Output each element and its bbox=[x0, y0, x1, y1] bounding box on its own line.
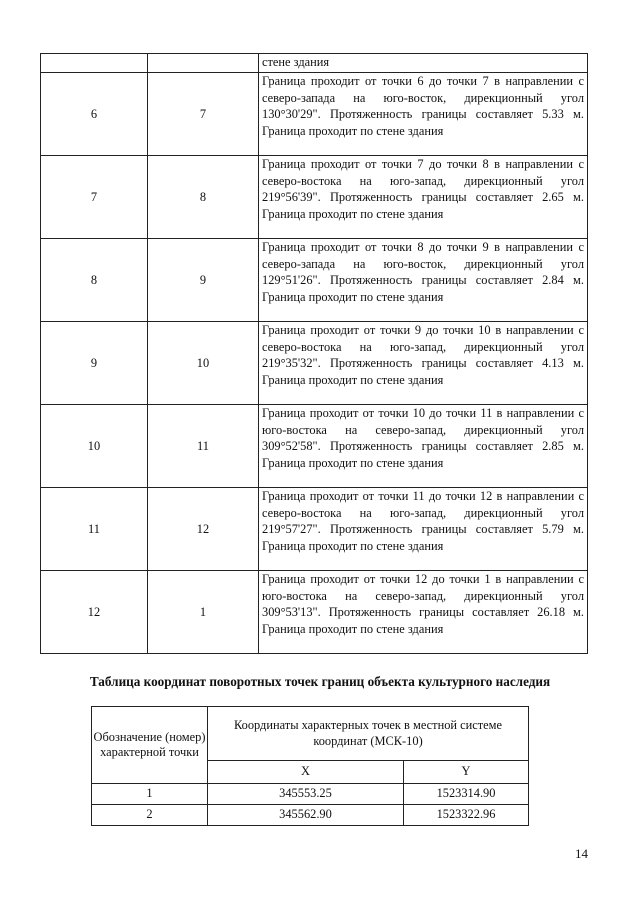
x-column-header: X bbox=[208, 761, 404, 784]
table-row bbox=[92, 784, 529, 805]
boundary-description-cell: Граница проходит от точки 12 до точки 1 в направлении с юго-востока на северо-запад, дирекционный угол 309°53'13". Протяженность границы составляет 26.18 м. Граница проходит по стене здания bbox=[259, 571, 588, 654]
boundary-description-cell: Граница проходит от точки 8 до точки 9 в направлении с северо-запада на юго-восток, дирекционный угол 129°51'26". Протяженность границы составляет 2.84 м. Граница проходит по стене здания bbox=[259, 239, 588, 322]
table-header-row bbox=[92, 707, 529, 761]
page-number: 14 bbox=[575, 846, 588, 861]
to-point-cell: 11 bbox=[148, 405, 259, 488]
point-number-cell: 1 bbox=[92, 784, 208, 805]
from-point-cell: 9 bbox=[41, 322, 148, 405]
table-row bbox=[41, 239, 588, 322]
y-coordinate-cell: 1523322.96 bbox=[404, 805, 529, 826]
table-row bbox=[41, 405, 588, 488]
x-coordinate-cell: 345562.90 bbox=[208, 805, 404, 826]
table-row bbox=[41, 571, 588, 654]
boundary-description-cell: Граница проходит от точки 6 до точки 7 в направлении с северо-запада на юго-восток, дирекционный угол 130°30'29". Протяженность границы составляет 5.33 м. Граница проходит по стене здания bbox=[259, 73, 588, 156]
from-point-cell: 8 bbox=[41, 239, 148, 322]
table-row bbox=[41, 54, 588, 73]
point-column-header: Обозначение (номер) характерной точки bbox=[92, 707, 208, 784]
to-point-cell: 10 bbox=[148, 322, 259, 405]
table-row bbox=[92, 805, 529, 826]
to-point-cell: 7 bbox=[148, 73, 259, 156]
to-point-cell: 9 bbox=[148, 239, 259, 322]
table-row bbox=[41, 73, 588, 156]
from-point-cell: 10 bbox=[41, 405, 148, 488]
boundary-description-cell: Граница проходит от точки 7 до точки 8 в направлении с северо-востока на юго-запад, дирекционный угол 219°56'39". Протяженность границы составляет 2.65 м. Граница проходит по стене здания bbox=[259, 156, 588, 239]
boundary-description-cell: Граница проходит от точки 10 до точки 11 в направлении с юго-востока на северо-запад, дирекционный угол 309°52'58". Протяженность границы составляет 2.85 м. Граница проходит по стене здания bbox=[259, 405, 588, 488]
y-column-header: Y bbox=[404, 761, 529, 784]
empty-cell bbox=[148, 54, 259, 73]
coordinates-table bbox=[91, 706, 529, 826]
boundary-description-cell: Граница проходит от точки 9 до точки 10 в направлении с северо-востока на юго-запад, дирекционный угол 219°35'32". Протяженность границы составляет 4.13 м. Граница проходит по стене здания bbox=[259, 322, 588, 405]
x-coordinate-cell: 345553.25 bbox=[208, 784, 404, 805]
point-number-cell: 2 bbox=[92, 805, 208, 826]
coordinates-table-title: Таблица координат поворотных точек границ объекта культурного наследия bbox=[89, 674, 551, 689]
to-point-cell: 1 bbox=[148, 571, 259, 654]
table-row bbox=[41, 488, 588, 571]
from-point-cell: 11 bbox=[41, 488, 148, 571]
from-point-cell: 12 bbox=[41, 571, 148, 654]
boundary-description-cell: Граница проходит от точки 11 до точки 12 в направлении с северо-востока на юго-запад, дирекционный угол 219°57'27". Протяженность границы составляет 5.79 м. Граница проходит по стене здания bbox=[259, 488, 588, 571]
table-row bbox=[41, 322, 588, 405]
boundary-description-table bbox=[40, 53, 588, 654]
from-point-cell: 7 bbox=[41, 156, 148, 239]
boundary-description-cell: стене здания bbox=[259, 54, 588, 73]
empty-cell bbox=[41, 54, 148, 73]
table-row bbox=[41, 156, 588, 239]
to-point-cell: 8 bbox=[148, 156, 259, 239]
y-coordinate-cell: 1523314.90 bbox=[404, 784, 529, 805]
from-point-cell: 6 bbox=[41, 73, 148, 156]
to-point-cell: 12 bbox=[148, 488, 259, 571]
coordinates-column-header: Координаты характерных точек в местной системе координат (МСК-10) bbox=[208, 707, 529, 761]
